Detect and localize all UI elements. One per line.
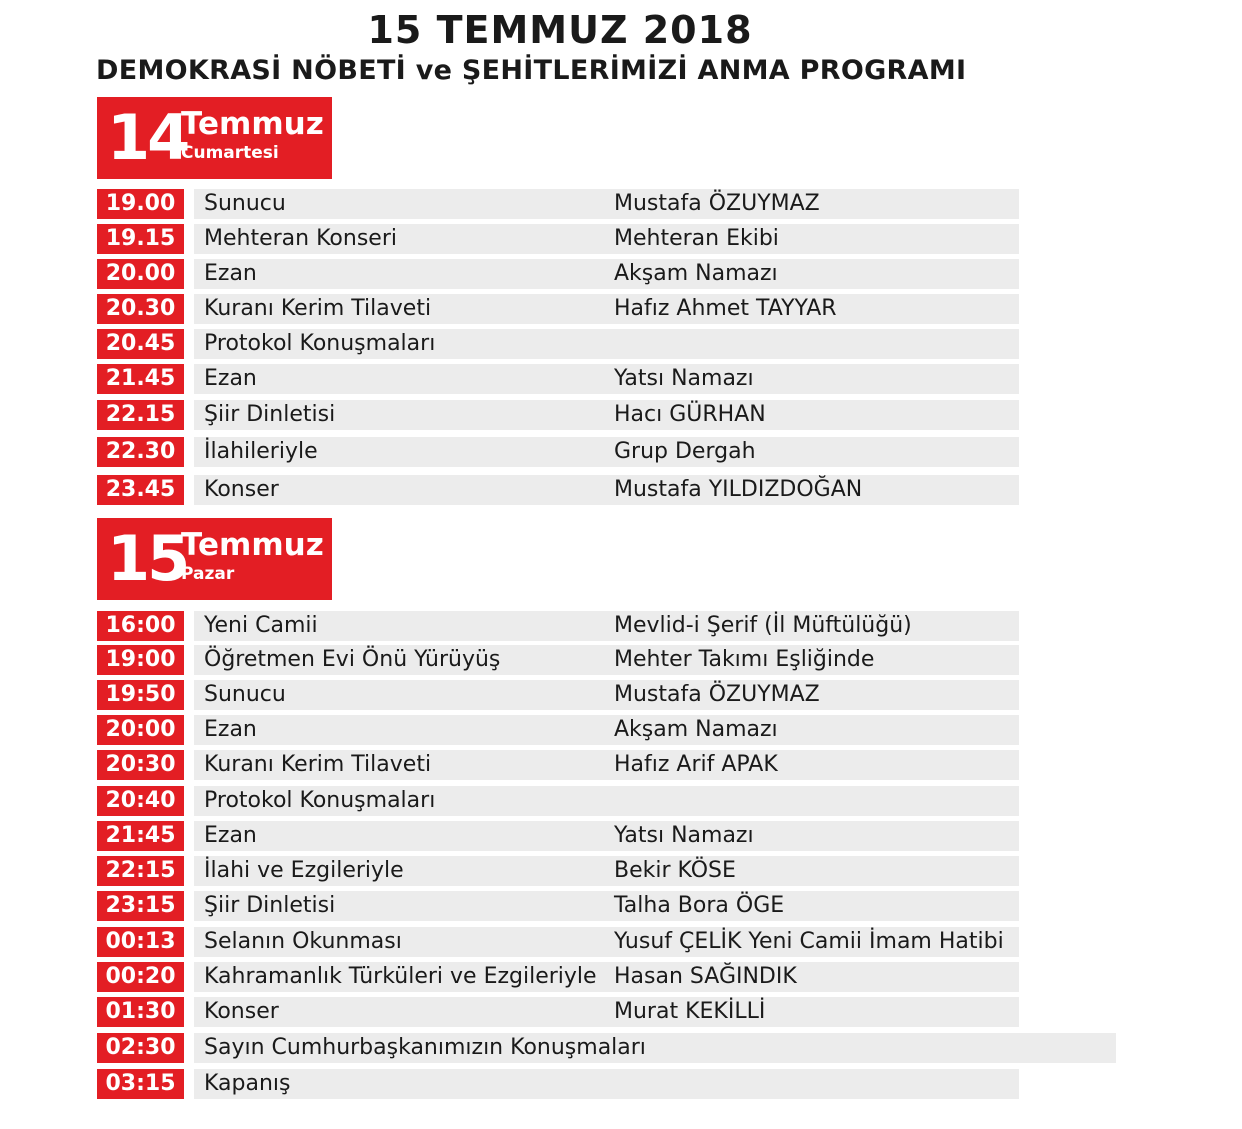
page-title: 15 TEMMUZ 2018 [367, 8, 753, 52]
time-badge: 22.30 [97, 437, 184, 467]
detail-cell: Yatsı Namazı [602, 364, 1019, 394]
time-badge: 02:30 [97, 1033, 184, 1063]
time-badge: 19:50 [97, 680, 184, 710]
time-badge: 23:15 [97, 891, 184, 921]
event-cell: Konser [194, 997, 690, 1027]
event-cell: Ezan [194, 364, 690, 394]
event-cell: Sayın Cumhurbaşkanımızın Konuşmaları [194, 1033, 1116, 1063]
detail-cell: Grup Dergah [602, 437, 1019, 467]
event-cell: Şiir Dinletisi [194, 891, 690, 921]
time-badge: 22.15 [97, 400, 184, 430]
time-badge: 20:30 [97, 750, 184, 780]
time-badge: 01:30 [97, 997, 184, 1027]
event-cell: Protokol Konuşmaları [194, 786, 690, 816]
detail-cell [602, 786, 1019, 816]
detail-cell: Mustafa ÖZUYMAZ [602, 189, 1019, 219]
detail-cell: Bekir KÖSE [602, 856, 1019, 886]
detail-cell: Akşam Namazı [602, 715, 1019, 745]
day-month: Temmuz [181, 527, 324, 563]
event-cell: Ezan [194, 715, 690, 745]
time-badge: 20.45 [97, 329, 184, 359]
detail-cell: Akşam Namazı [602, 259, 1019, 289]
event-cell: Mehteran Konseri [194, 224, 690, 254]
detail-cell: Hafız Ahmet TAYYAR [602, 294, 1019, 324]
time-badge: 20:40 [97, 786, 184, 816]
day-number: 14 [107, 101, 188, 174]
detail-cell: Hacı GÜRHAN [602, 400, 1019, 430]
time-badge: 23.45 [97, 475, 184, 505]
event-cell: İlahileriyle [194, 437, 690, 467]
day-header [97, 518, 332, 600]
day-header [97, 97, 332, 179]
day-number: 15 [107, 522, 188, 595]
detail-cell: Hasan SAĞINDIK [602, 962, 1019, 992]
event-cell: Selanın Okunması [194, 927, 690, 957]
detail-cell [602, 1069, 1019, 1099]
event-cell: Ezan [194, 821, 690, 851]
day-name: Pazar [181, 564, 235, 584]
event-cell: Sunucu [194, 680, 690, 710]
time-badge: 19:00 [97, 645, 184, 675]
page-subtitle: DEMOKRASİ NÖBETİ ve ŞEHİTLERİMİZİ ANMA PROGRAMI [96, 55, 967, 86]
detail-cell: Murat KEKİLLİ [602, 997, 1019, 1027]
time-badge: 21:45 [97, 821, 184, 851]
day-name: Cumartesi [181, 143, 279, 163]
event-cell: Sunucu [194, 189, 690, 219]
event-cell: Kapanış [194, 1069, 690, 1099]
time-badge: 21.45 [97, 364, 184, 394]
event-cell: Protokol Konuşmaları [194, 329, 690, 359]
detail-cell: Hafız Arif APAK [602, 750, 1019, 780]
detail-cell: Yusuf ÇELİK Yeni Camii İmam Hatibi [602, 927, 1019, 957]
detail-cell [602, 329, 1019, 359]
event-cell: Yeni Camii [194, 611, 690, 641]
detail-cell: Mehteran Ekibi [602, 224, 1019, 254]
time-badge: 19.00 [97, 189, 184, 219]
time-badge: 03:15 [97, 1069, 184, 1099]
detail-cell: Mehter Takımı Eşliğinde [602, 645, 1019, 675]
event-cell: Konser [194, 475, 690, 505]
event-cell: Kuranı Kerim Tilaveti [194, 294, 690, 324]
time-badge: 20.30 [97, 294, 184, 324]
event-cell: Kahramanlık Türküleri ve Ezgileriyle [194, 962, 690, 992]
detail-cell: Mevlid-i Şerif (İl Müftülüğü) [602, 611, 1019, 641]
time-badge: 00:20 [97, 962, 184, 992]
event-cell: Öğretmen Evi Önü Yürüyüş [194, 645, 690, 675]
event-cell: Kuranı Kerim Tilaveti [194, 750, 690, 780]
detail-cell: Talha Bora ÖGE [602, 891, 1019, 921]
time-badge: 20:00 [97, 715, 184, 745]
time-badge: 22:15 [97, 856, 184, 886]
day-month: Temmuz [181, 106, 324, 142]
time-badge: 19.15 [97, 224, 184, 254]
event-cell: Şiir Dinletisi [194, 400, 690, 430]
time-badge: 20.00 [97, 259, 184, 289]
event-cell: Ezan [194, 259, 690, 289]
time-badge: 00:13 [97, 927, 184, 957]
event-cell: İlahi ve Ezgileriyle [194, 856, 690, 886]
detail-cell: Yatsı Namazı [602, 821, 1019, 851]
detail-cell: Mustafa YILDIZDOĞAN [602, 475, 1019, 505]
detail-cell: Mustafa ÖZUYMAZ [602, 680, 1019, 710]
time-badge: 16:00 [97, 611, 184, 641]
